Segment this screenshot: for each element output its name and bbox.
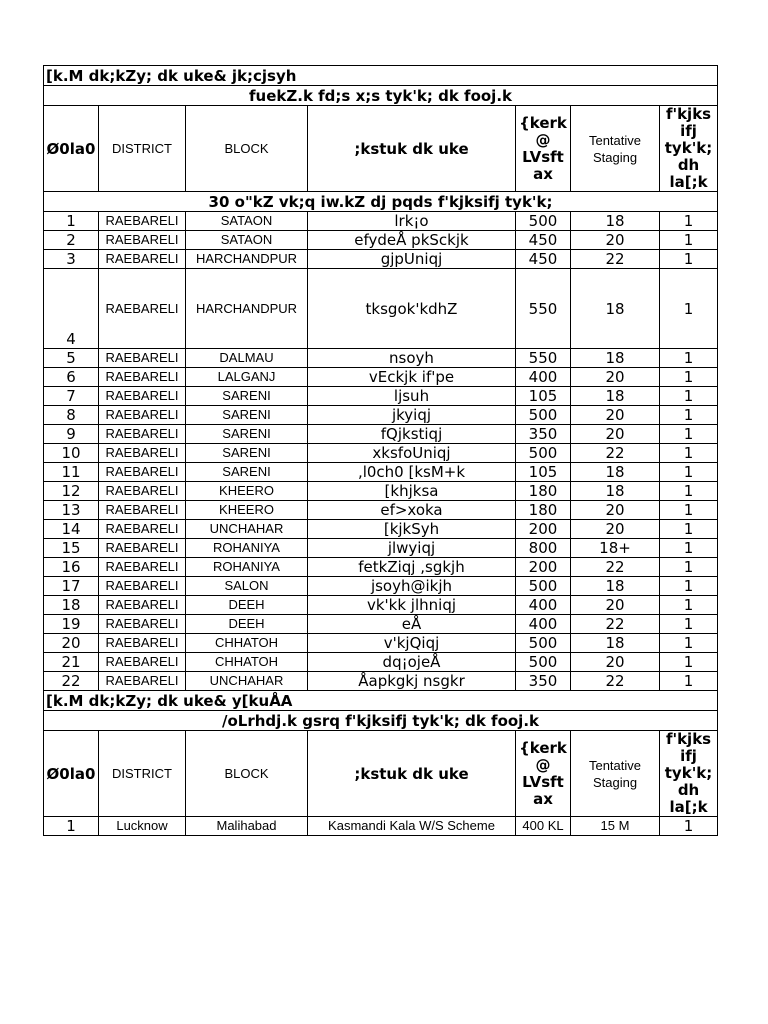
cell-staging: 22 [571,250,660,269]
cell-capacity: 500 [516,653,571,672]
cell-name: vEckjk if'pe [308,368,516,387]
cell-count: 1 [660,615,718,634]
cell-count: 1 [660,444,718,463]
cell-name: ljsuh [308,387,516,406]
cell-sno: 12 [44,482,99,501]
cell-block: KHEERO [186,501,308,520]
table-row [44,387,718,406]
cell-staging: 20 [571,406,660,425]
cell-district: RAEBARELI [99,596,186,615]
table-row [44,672,718,691]
cell-sno: 20 [44,634,99,653]
cell-block: ROHANIYA [186,539,308,558]
section-title: [k.M dk;kZy; dk uke& y[kuÅA [44,691,718,711]
table-row [44,558,718,577]
cell-name: dq¡ojeÅ [308,653,516,672]
cell-name: [kjkSyh [308,520,516,539]
cell-count: 1 [660,817,718,836]
cell-count: 1 [660,539,718,558]
header-block: BLOCK [186,731,308,817]
cell-name: jsoyh@ikjh [308,577,516,596]
cell-count: 1 [660,387,718,406]
cell-capacity: 400 [516,615,571,634]
cell-capacity: 400 KL [516,817,571,836]
cell-sno: 16 [44,558,99,577]
header-district: DISTRICT [99,106,186,192]
cell-count: 1 [660,520,718,539]
table-row [44,231,718,250]
cell-name: ,l0ch0 [ksM+k [308,463,516,482]
cell-sno: 14 [44,520,99,539]
header-capacity: {kerk @ LVsft ax [516,731,571,817]
section-title: [k.M dk;kZy; dk uke& jk;cjsyh [44,66,718,86]
group-title-row [44,192,718,212]
cell-district: RAEBARELI [99,212,186,231]
cell-capacity: 450 [516,250,571,269]
table-row [44,615,718,634]
cell-district: RAEBARELI [99,501,186,520]
header-sno: Ø0la0 [44,731,99,817]
cell-name: eÅ [308,615,516,634]
cell-count: 1 [660,269,718,349]
group-title: 30 o"kZ vk;q iw.kZ dj pqds f'kjksifj tyk'k; [44,192,718,212]
header-staging: Tentative Staging [571,106,660,192]
cell-sno: 22 [44,672,99,691]
cell-name: efydeÅ pkSckjk [308,231,516,250]
cell-block: DEEH [186,615,308,634]
cell-sno: 11 [44,463,99,482]
cell-capacity: 200 [516,558,571,577]
cell-capacity: 550 [516,269,571,349]
cell-sno: 5 [44,349,99,368]
cell-name: fetkZiqj ,sgkjh [308,558,516,577]
cell-district: RAEBARELI [99,406,186,425]
cell-staging: 22 [571,672,660,691]
cell-sno: 3 [44,250,99,269]
cell-district: RAEBARELI [99,672,186,691]
cell-block: SATAON [186,231,308,250]
cell-district: RAEBARELI [99,425,186,444]
cell-district: RAEBARELI [99,387,186,406]
cell-block: ROHANIYA [186,558,308,577]
cell-name: [khjksa [308,482,516,501]
cell-capacity: 500 [516,577,571,596]
header-row [44,731,718,817]
sheet-body [44,66,718,836]
cell-capacity: 350 [516,672,571,691]
cell-capacity: 200 [516,520,571,539]
data-sheet-table [43,65,718,836]
cell-name: Kasmandi Kala W/S Scheme [308,817,516,836]
cell-staging: 22 [571,558,660,577]
table-row [44,520,718,539]
header-count: f'kjks ifj tyk'k; dh la[;k [660,106,718,192]
cell-capacity: 180 [516,501,571,520]
header-row [44,106,718,192]
cell-capacity: 105 [516,387,571,406]
cell-name: gjpUniqj [308,250,516,269]
cell-count: 1 [660,368,718,387]
table-row [44,577,718,596]
header-name: ;kstuk dk uke [308,731,516,817]
cell-name: v'kjQiqj [308,634,516,653]
cell-block: HARCHANDPUR [186,250,308,269]
cell-staging: 15 M [571,817,660,836]
cell-block: DEEH [186,596,308,615]
header-block: BLOCK [186,106,308,192]
header-count: f'kjks ifj tyk'k; dh la[;k [660,731,718,817]
cell-capacity: 550 [516,349,571,368]
cell-name: jlwyiqj [308,539,516,558]
table-row [44,539,718,558]
cell-count: 1 [660,406,718,425]
cell-block: LALGANJ [186,368,308,387]
cell-capacity: 500 [516,406,571,425]
cell-staging: 20 [571,520,660,539]
cell-name: jkyiqj [308,406,516,425]
cell-staging: 18 [571,269,660,349]
table-row [44,653,718,672]
cell-count: 1 [660,634,718,653]
cell-capacity: 105 [516,463,571,482]
cell-staging: 20 [571,368,660,387]
table-row [44,406,718,425]
table-row [44,425,718,444]
cell-district: RAEBARELI [99,444,186,463]
cell-count: 1 [660,501,718,520]
cell-district: RAEBARELI [99,615,186,634]
cell-count: 1 [660,577,718,596]
cell-district: RAEBARELI [99,558,186,577]
section-title-row [44,66,718,86]
cell-block: SARENI [186,425,308,444]
cell-count: 1 [660,212,718,231]
cell-name: xksfoUniqj [308,444,516,463]
cell-name: fQjkstiqj [308,425,516,444]
cell-sno: 6 [44,368,99,387]
cell-sno: 21 [44,653,99,672]
cell-district: RAEBARELI [99,520,186,539]
cell-district: Lucknow [99,817,186,836]
header-capacity: {kerk @ LVsft ax [516,106,571,192]
table-row [44,463,718,482]
cell-count: 1 [660,596,718,615]
cell-block: SARENI [186,387,308,406]
header-district: DISTRICT [99,731,186,817]
cell-block: CHHATOH [186,634,308,653]
cell-block: Malihabad [186,817,308,836]
cell-sno: 8 [44,406,99,425]
cell-capacity: 350 [516,425,571,444]
cell-sno: 13 [44,501,99,520]
table-row [44,482,718,501]
cell-block: SATAON [186,212,308,231]
section-subtitle-row [44,711,718,731]
cell-count: 1 [660,349,718,368]
cell-staging: 22 [571,444,660,463]
cell-count: 1 [660,250,718,269]
cell-name: vk'kk jlhniqj [308,596,516,615]
cell-district: RAEBARELI [99,653,186,672]
cell-sno: 2 [44,231,99,250]
cell-block: UNCHAHAR [186,520,308,539]
cell-block: HARCHANDPUR [186,269,308,349]
section-title-row [44,691,718,711]
cell-block: SARENI [186,444,308,463]
cell-district: RAEBARELI [99,250,186,269]
cell-staging: 18 [571,349,660,368]
cell-count: 1 [660,672,718,691]
cell-capacity: 500 [516,634,571,653]
cell-count: 1 [660,558,718,577]
cell-district: RAEBARELI [99,482,186,501]
cell-sno: 17 [44,577,99,596]
cell-staging: 18 [571,387,660,406]
cell-name: lrk¡o [308,212,516,231]
cell-district: RAEBARELI [99,269,186,349]
cell-district: RAEBARELI [99,349,186,368]
cell-sno: 1 [44,817,99,836]
cell-name: Åapkgkj nsgkr [308,672,516,691]
cell-sno: 19 [44,615,99,634]
cell-sno: 9 [44,425,99,444]
cell-district: RAEBARELI [99,539,186,558]
header-name: ;kstuk dk uke [308,106,516,192]
cell-staging: 20 [571,653,660,672]
cell-capacity: 500 [516,212,571,231]
cell-capacity: 500 [516,444,571,463]
cell-capacity: 400 [516,368,571,387]
cell-block: DALMAU [186,349,308,368]
cell-name: nsoyh [308,349,516,368]
table-row [44,212,718,231]
cell-block: SARENI [186,406,308,425]
cell-count: 1 [660,425,718,444]
section-subtitle: fuekZ.k fd;s x;s tyk'k; dk fooj.k [44,86,718,106]
cell-block: UNCHAHAR [186,672,308,691]
cell-staging: 18+ [571,539,660,558]
section-subtitle: /oLrhdj.k gsrq f'kjksifj tyk'k; dk fooj.k [44,711,718,731]
cell-count: 1 [660,482,718,501]
cell-count: 1 [660,653,718,672]
table-row [44,634,718,653]
cell-staging: 18 [571,634,660,653]
cell-sno: 10 [44,444,99,463]
table-row [44,368,718,387]
cell-staging: 20 [571,425,660,444]
table-row [44,817,718,836]
cell-sno: 4 [44,269,99,349]
cell-sno: 7 [44,387,99,406]
table-row [44,250,718,269]
cell-count: 1 [660,463,718,482]
cell-staging: 18 [571,212,660,231]
cell-block: CHHATOH [186,653,308,672]
cell-staging: 18 [571,482,660,501]
cell-block: SARENI [186,463,308,482]
cell-staging: 20 [571,596,660,615]
cell-district: RAEBARELI [99,463,186,482]
table-row [44,269,718,349]
cell-district: RAEBARELI [99,577,186,596]
cell-district: RAEBARELI [99,231,186,250]
cell-capacity: 450 [516,231,571,250]
cell-count: 1 [660,231,718,250]
cell-name: tksgok'kdhZ [308,269,516,349]
cell-capacity: 400 [516,596,571,615]
cell-sno: 18 [44,596,99,615]
table-row [44,444,718,463]
cell-district: RAEBARELI [99,634,186,653]
cell-district: RAEBARELI [99,368,186,387]
section-subtitle-row [44,86,718,106]
cell-block: SALON [186,577,308,596]
cell-staging: 18 [571,577,660,596]
cell-staging: 20 [571,231,660,250]
cell-staging: 22 [571,615,660,634]
cell-name: ef>xoka [308,501,516,520]
cell-capacity: 800 [516,539,571,558]
table-row [44,501,718,520]
cell-staging: 18 [571,463,660,482]
cell-staging: 20 [571,501,660,520]
cell-sno: 1 [44,212,99,231]
header-staging: Tentative Staging [571,731,660,817]
cell-capacity: 180 [516,482,571,501]
table-row [44,596,718,615]
header-sno: Ø0la0 [44,106,99,192]
table-row [44,349,718,368]
cell-block: KHEERO [186,482,308,501]
cell-sno: 15 [44,539,99,558]
